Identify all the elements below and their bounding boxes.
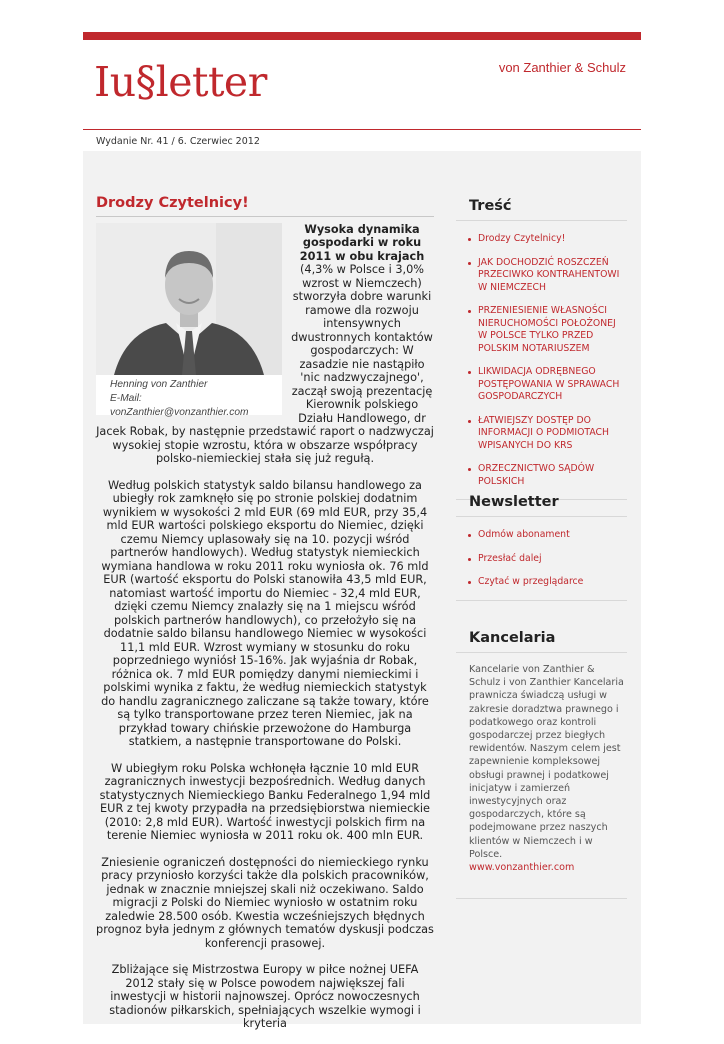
firm-name: von Zanthier & Schulz [498, 60, 626, 75]
toc-title: Treść [456, 198, 627, 221]
header-divider [83, 129, 641, 130]
newsletter-title: Newsletter [456, 494, 627, 517]
toc-item[interactable]: LIKWIDACJA ODRĘBNEGO POSTĘPOWANIA W SPRAWACH GOSPODARCZYCH [478, 366, 627, 404]
edition-line: Wydanie Nr. 41 / 6. Czerwiec 2012 [96, 136, 260, 147]
kancelaria-text [456, 663, 627, 874]
author-photo [96, 223, 282, 418]
toc-item[interactable]: ORZECZNICTWO SĄDÓW POLSKICH [478, 463, 627, 488]
newsletter-list [456, 529, 627, 589]
newsletter-divider [456, 600, 627, 601]
paragraph-trade: Według polskich statystyk saldo bilansu handlowego za ubiegły rok zamknęło się po stronie polskiej dodatnim wynikiem w wysokości 2 mld EUR (69 mld EUR, przy 35,4 mld EUR wartości polskiego eksportu do Niemiec, dzięki czemu Niemcy uplasowały się na 10. pozycji wśród partnerów handlowych). Według statystyk niemieckich wymiana handlowa w roku 2011 roku wyniosła ok. 76 mld EUR (wartość eksportu do Polski stanowiła 43,5 mld EUR, natomiast wartość importu do Niemiec - 32,4 mld EUR, dzięki czemu Niemcy znalazły się na 1 miejscu wśród polskich partnerów handlowych), co przełożyło się na dodatnie saldo bilansu handlowego Niemiec w wysokości 11,1 mld EUR. Wzrost wymiany w stosunku do roku poprzedniego wyniósł 15-16%. Jak wyjaśnia dr Robak, różnica ok. 7 mld EUR pomiędzy danymi niemieckimi i polskimi wynika z faktu, że według niemieckich statystyk do handlu zagranicznego zaliczane są także towary, które są tylko transportowane przez teren Niemiec, jak na przykład towary chińskie przewożone do Hamburga statkiem, a następnie transportowane do Polski. [101, 478, 429, 748]
paragraph-euro2012: Zbliżające się Mistrzostwa Europy w piłce nożnej UEFA 2012 stały się w Polsce powodem największej fali inwestycji w historii najnowszej. Oprócz nowoczesnych stadionów piłkarskich, spełniających wszelkie wymogi i kryteria [109, 963, 421, 1030]
toc-box [456, 198, 627, 500]
toc-item[interactable]: JAK DOCHODZIĆ ROSZCZEŃ PRZECIWKO KONTRAHENTOWI W NIEMCZECH [478, 257, 627, 295]
caption-name: Henning von Zanthier [110, 378, 208, 390]
forward-link[interactable]: Przesłać dalej [478, 553, 627, 566]
top-red-bar [83, 32, 641, 40]
article [96, 197, 434, 1044]
lead-rest: (4,3% w Polsce i 3,0% wzrost w Niemczech) stworzyła dobre warunki ramowe dla rozwoju intensywnych dwustronnych kontaktów gospodarczych: W zasadzie nie nastąpiło 'nic nadzwyczajnego', zaczął swoją prezentację Kierownik polskiego Działu Handlowego, dr Jacek Robak, by następnie przedstawić raport o nadzwyczaj wysokiej stopie wzrostu, która w obszarze współpracy polsko-niemieckiej stała się już regułą. [96, 263, 434, 465]
toc-item[interactable]: ŁATWIEJSZY DOSTĘP DO INFORMACJI O PODMIOTACH WPISANYCH DO KRS [478, 415, 627, 453]
kancelaria-description: Kancelarie von Zanthier & Schulz i von Zanthier Kancelaria prawnicza świadczą usługi w zakresie doradztwa prawnego i podatkowego oraz kontroli gospodarczej przez biegłych rewidentów. Naszym celem jest zapewnienie kompleksowej obsługi prawnej i podatkowej inicjatyw i zamierzeń inwestycyjnych oraz gospodarczych, które są podejmowane przez naszych klientów w Niemczech i w Polsce. [469, 664, 624, 860]
article-title: Drodzy Czytelnicy! [96, 197, 434, 217]
portrait-image [96, 223, 282, 375]
kancelaria-box [456, 630, 627, 899]
toc-list [456, 233, 627, 488]
lead-bold: Wysoka dynamika gospodarki w roku 2011 w obu krajach [299, 222, 425, 263]
paragraph-investment: W ubiegłym roku Polska wchłonęła łącznie 10 mld EUR zagranicznych inwestycji bezpośrednich. Według danych statystycznych Niemieckiego Banku Federalnego 1,94 mld EUR z tej kwoty przypadła na przedsiębiorstwa niemieckie (2010: 2,8 mld EUR). Wartość inwestycji polskich firm na terenie Niemiec wyniosła w 2011 roku ok. 400 mln EUR. [99, 761, 431, 842]
toc-item[interactable]: Drodzy Czytelnicy! [478, 233, 627, 246]
paragraph-migration: Zniesienie ograniczeń dostępności do niemieckiego rynku pracy przyniosło korzyści także dla polskich pracowników, jednak w znacznie mniejszej skali niż oczekiwano. Saldo migracji z Polski do Niemiec wyniosło w ostatnim roku zaledwie 28.500 osób. Kwestia wcześniejszych błędnych prognoz była jednym z głównych tematów dyskusji podczas konferencji prasowej. [96, 855, 434, 950]
newsletter-logo: Iu§letter [94, 58, 267, 106]
newsletter-box [456, 494, 627, 601]
kancelaria-divider [456, 898, 627, 899]
photo-caption [110, 378, 282, 420]
browser-view-link[interactable]: Czytać w przeglądarce [478, 576, 627, 589]
caption-email: E-Mail: vonZanthier@vonzanthier.com [110, 392, 249, 418]
toc-item[interactable]: PRZENIESIENIE WŁASNOŚCI NIERUCHOMOŚCI POŁOŻONEJ W POLSCE TYLKO PRZED POLSKIM NOTARIUSZEM [478, 305, 627, 355]
kancelaria-title: Kancelaria [456, 630, 627, 653]
website-link[interactable]: www.vonzanthier.com [469, 862, 575, 874]
unsubscribe-link[interactable]: Odmów abonament [478, 529, 627, 542]
